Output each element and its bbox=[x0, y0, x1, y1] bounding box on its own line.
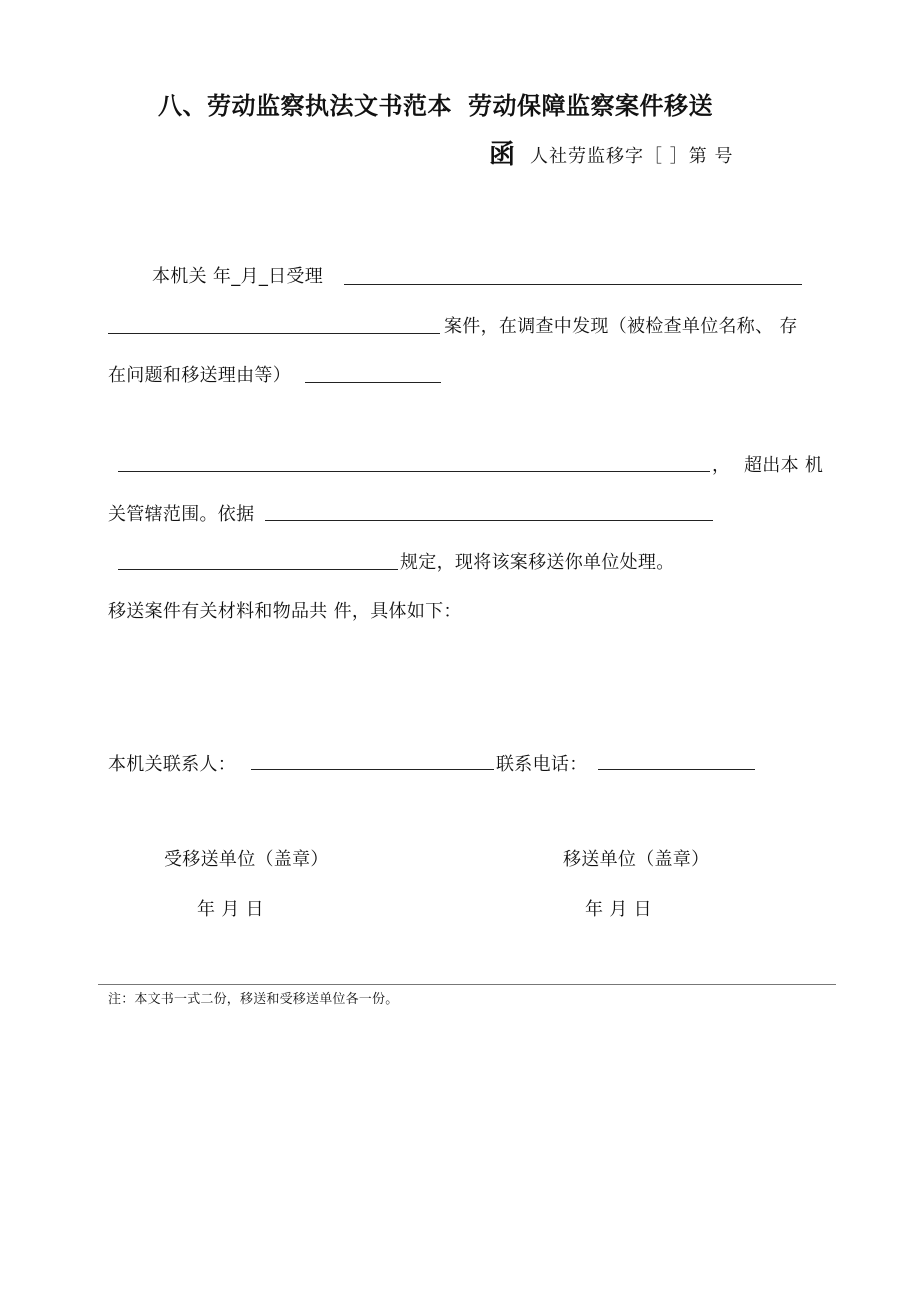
title-prefix: 八、劳动监察执法文书范本 bbox=[158, 92, 452, 120]
contact-phone-label: 联系电话： bbox=[496, 754, 588, 775]
receiving-unit-seal: 受移送单位（盖章） bbox=[164, 849, 329, 870]
contact-phone-blank[interactable] bbox=[598, 769, 755, 770]
p1-line3-text: 在问题和移送理由等） bbox=[108, 365, 291, 386]
footer-divider bbox=[98, 984, 836, 985]
case-name-blank[interactable] bbox=[108, 333, 440, 334]
p2-line3-text: 规定，现将该案移送你单位处理。 bbox=[400, 552, 675, 573]
p2-comma: ， bbox=[712, 455, 731, 476]
p1-line2-text: 案件，在调查中发现（被检查单位名称、 存 bbox=[444, 316, 798, 337]
p2-line2-text: 关管辖范围。依据 bbox=[108, 504, 255, 525]
sending-unit-seal: 移送单位（盖章） bbox=[563, 849, 710, 870]
receiving-date: 年 月 日 bbox=[197, 899, 264, 920]
basis-blank[interactable] bbox=[265, 520, 713, 521]
findings-blank[interactable] bbox=[118, 471, 710, 472]
regulation-blank[interactable] bbox=[118, 569, 398, 570]
p2-exceed-text: 超出本 机 bbox=[744, 455, 824, 476]
sending-date: 年 月 日 bbox=[585, 899, 652, 920]
contact-person-blank[interactable] bbox=[251, 769, 494, 770]
document-number: 人社劳监移字［ ］第 号 bbox=[530, 146, 734, 167]
p3-materials-text: 移送案件有关材料和物品共 件，具体如下： bbox=[108, 601, 462, 622]
footer-note: 注：本文书一式二份，移送和受移送单位各一份。 bbox=[108, 992, 399, 1007]
p1-line1-text: 本机关 年_月_日受理 bbox=[152, 266, 324, 287]
page-title: 劳动保障监察案件移送 bbox=[468, 92, 713, 120]
title-han: 函 bbox=[489, 140, 516, 170]
accept-case-blank[interactable] bbox=[344, 284, 802, 285]
contact-person-label: 本机关联系人： bbox=[108, 754, 237, 775]
reason-blank[interactable] bbox=[305, 382, 441, 383]
